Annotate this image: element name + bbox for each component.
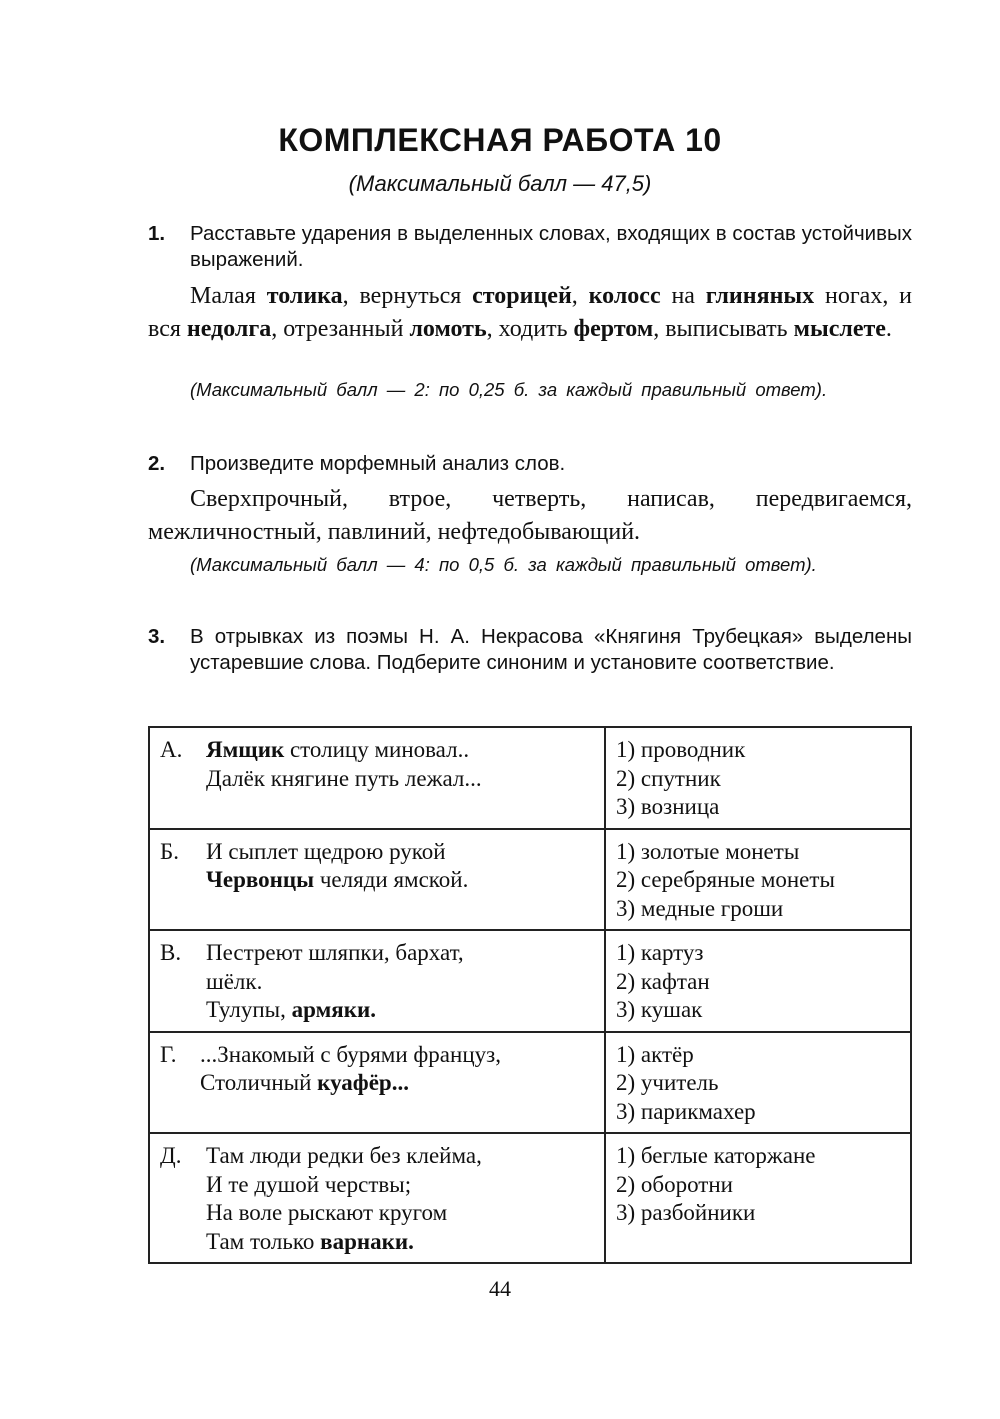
task-2-number: 2.	[148, 452, 166, 475]
row-letter: Б.	[160, 838, 179, 864]
excerpt-text: Там только	[206, 1228, 321, 1254]
excerpt-line: И сыплет щедрою рукой	[206, 838, 446, 864]
option: 2) спутник	[616, 765, 721, 791]
option: 3) возница	[616, 794, 720, 819]
task-3-number: 3.	[148, 625, 166, 648]
excerpt-line: Пестреют шляпки, бархат,	[206, 940, 464, 965]
excerpt-cell	[149, 829, 605, 931]
excerpt-cell	[149, 1133, 605, 1263]
obsolete-word: куафёр	[317, 1070, 392, 1095]
excerpt-line: Далёк княгине путь лежал...	[206, 765, 482, 791]
option: 1) золотые монеты	[616, 838, 800, 864]
row-letter: А.	[160, 737, 183, 762]
task-1-score-note: (Максимальный балл — 2: по 0,25 б. за каждый правильный ответ).	[190, 379, 828, 400]
table-row	[149, 1032, 911, 1134]
page-title: КОМПЛЕКСНАЯ РАБОТА 10	[278, 122, 722, 158]
phrase-text: , вернуться	[342, 283, 473, 309]
phrase-text: , выписывать	[653, 316, 794, 342]
table-row	[149, 1133, 911, 1263]
excerpt-line: Там люди редки без клейма,	[206, 1143, 482, 1168]
option: 3) кушак	[616, 997, 703, 1022]
matching-table	[148, 726, 912, 1264]
phrase-text: ,	[571, 283, 589, 309]
phrase-highlight: сторицей	[472, 283, 572, 309]
task-2	[148, 451, 912, 477]
max-score-subtitle: (Максимальный балл — 47,5)	[348, 171, 652, 196]
excerpt-line: И те душой черствы;	[206, 1171, 412, 1197]
task-3-instruction: В отрывках из поэмы Н. А. Некрасова «Княгиня Трубецкая» выделены устаревшие слова. Подберите синоним и установите соответствие.	[190, 625, 912, 674]
excerpt-cell	[149, 930, 605, 1032]
phrase-text: , отрезанный	[271, 316, 410, 342]
phrase-text: , ходить	[486, 316, 574, 342]
options-cell	[605, 727, 911, 829]
obsolete-word: варнаки	[320, 1228, 409, 1254]
excerpt-line	[200, 1069, 501, 1098]
excerpt-text: Тулупы,	[206, 997, 292, 1022]
options-cell	[605, 930, 911, 1032]
task-1-number: 1.	[148, 222, 166, 245]
excerpt-text: челяди ямской.	[314, 867, 469, 892]
row-letter: В.	[160, 940, 182, 965]
phrase-highlight: ломоть	[409, 316, 487, 342]
table-row	[149, 930, 911, 1032]
table-row	[149, 727, 911, 829]
excerpt-text: столицу миновал..	[284, 737, 470, 762]
excerpt-cell	[149, 1032, 605, 1134]
excerpt-line	[206, 866, 468, 895]
task-2-score-note: (Максимальный балл — 4: по 0,5 б. за каждый правильный ответ).	[190, 554, 817, 575]
option: 3) разбойники	[616, 1200, 756, 1225]
phrase-text: на	[660, 283, 706, 309]
option: 1) актёр	[616, 1041, 694, 1067]
task-2-words: Сверхпрочный, втрое, четверть, написав, передвигаемся, межличностный, павлиний, нефтедобывающий.	[148, 486, 912, 545]
excerpt-line	[206, 1228, 482, 1257]
row-letter: Г.	[160, 1041, 177, 1067]
option: 2) кафтан	[616, 968, 710, 994]
excerpt-line	[206, 996, 464, 1025]
phrase-highlight: мыслете	[793, 316, 886, 342]
excerpt-line	[206, 736, 482, 765]
page-number: 44	[489, 1276, 511, 1301]
row-letter: Д.	[160, 1143, 182, 1168]
obsolete-word: Ямщик	[206, 737, 285, 762]
phrase-text: ногах, и вся	[148, 283, 913, 342]
excerpt-text: Столичный	[200, 1070, 318, 1095]
excerpt-text: .	[370, 997, 376, 1022]
option: 2) серебряные монеты	[616, 867, 835, 892]
excerpt-line: На воле рыскают кругом	[206, 1200, 448, 1225]
task-3	[148, 624, 912, 676]
option: 1) беглые каторжане	[616, 1143, 816, 1168]
obsolete-word: Червонцы	[206, 867, 315, 892]
task-1	[148, 221, 912, 273]
excerpt-cell	[149, 727, 605, 829]
excerpt-text: .	[408, 1228, 414, 1254]
options-cell	[605, 1133, 911, 1263]
phrase-highlight: фертом	[573, 316, 654, 342]
option: 3) медные гроши	[616, 895, 784, 921]
option: 2) учитель	[616, 1070, 719, 1095]
excerpt-line: шёлк.	[206, 968, 263, 994]
option: 1) проводник	[616, 737, 746, 762]
option: 3) парикмахер	[616, 1098, 756, 1124]
options-cell	[605, 829, 911, 931]
task-2-instruction: Произведите морфемный анализ слов.	[190, 452, 566, 475]
task-1-phrases	[148, 280, 912, 346]
phrase-highlight: недолга	[186, 316, 272, 342]
phrase-highlight: толика	[266, 283, 343, 309]
option: 2) оборотни	[616, 1171, 733, 1197]
options-cell	[605, 1032, 911, 1134]
task-1-instruction: Расставьте ударения в выделенных словах, входящих в состав устойчивых выражений.	[190, 222, 912, 271]
table-row	[149, 829, 911, 931]
excerpt-line: ...Знакомый с бурями француз,	[200, 1041, 501, 1067]
phrase-text: .	[885, 316, 892, 342]
option: 1) картуз	[616, 940, 704, 965]
excerpt-text: ...	[391, 1070, 409, 1095]
obsolete-word: армяки	[291, 997, 371, 1022]
phrase-text: Малая	[190, 283, 267, 309]
phrase-highlight: глиняных	[705, 283, 815, 309]
phrase-highlight: колосс	[588, 283, 661, 309]
